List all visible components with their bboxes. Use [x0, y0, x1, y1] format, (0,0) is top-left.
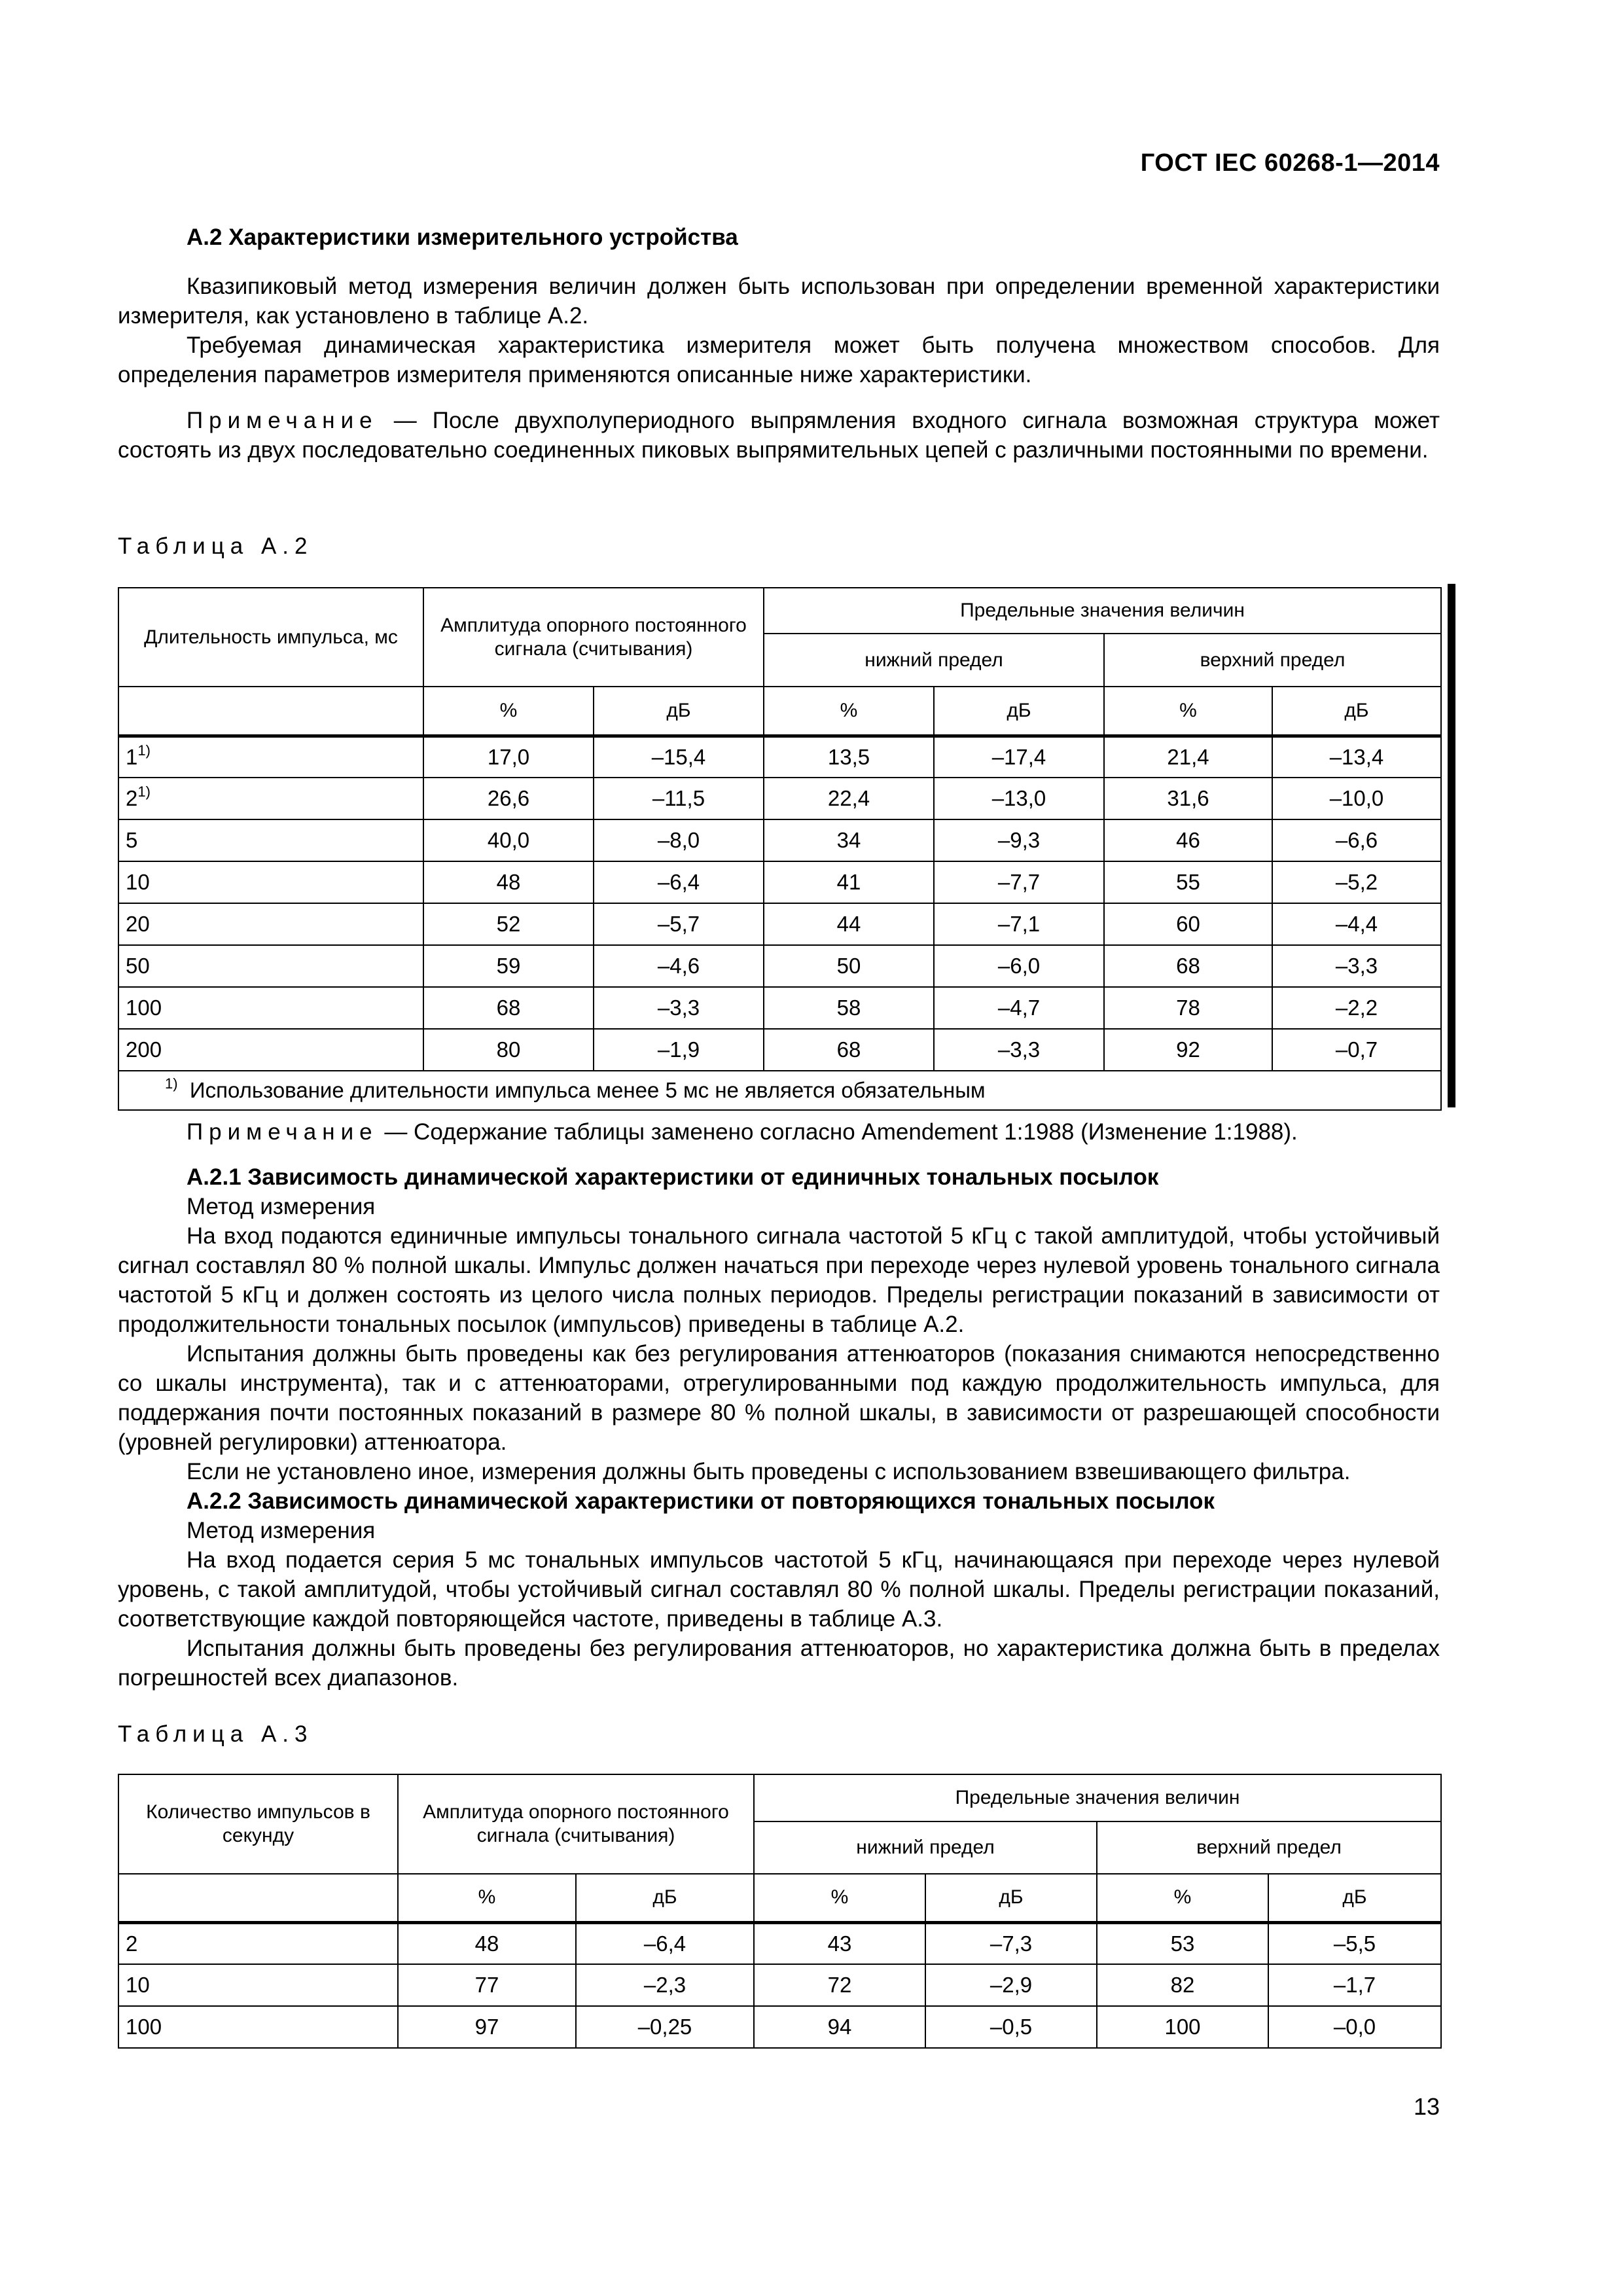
cell: –2,9: [925, 1964, 1097, 2006]
cell: 31,6: [1104, 778, 1272, 819]
paragraph: Квазипиковый метод измерения величин должен быть использован при определении временной характеристики измерителя, как установлено в таблице А.2.: [118, 274, 1440, 329]
cell: 100: [1097, 2006, 1268, 2048]
cell: 80: [423, 1029, 594, 1071]
cell-pulses: 2: [118, 1922, 398, 1964]
cell: 58: [764, 987, 934, 1029]
note-label: Примечание: [187, 1119, 378, 1145]
cell: 50: [764, 945, 934, 987]
section-a2-title: А.2 Характеристики измерительного устройства: [187, 224, 738, 250]
cell: 68: [1104, 945, 1272, 987]
method-label: Метод измерения: [187, 1194, 376, 1219]
paragraph: Если не установлено иное, измерения должны быть проведены с использованием взвешивающего фильтра.: [187, 1459, 1351, 1484]
cell: –3,3: [594, 987, 764, 1029]
cell: 21,4: [1104, 736, 1272, 778]
paragraph: Требуемая динамическая характеристика измерителя может быть получена множеством способов. Для определения параметров измерителя применяются описанные ниже характеристики.: [118, 332, 1440, 387]
column-header-duration: Длительность импульса, мс: [118, 588, 423, 687]
cell: 55: [1104, 861, 1272, 903]
table-row: [118, 819, 1441, 861]
table-row: [118, 1964, 1441, 2006]
cell-pulses: 100: [118, 2006, 398, 2048]
unit-db: дБ: [1272, 687, 1441, 736]
table-row: [118, 987, 1441, 1029]
table-row: [118, 1029, 1441, 1071]
cell: –8,0: [594, 819, 764, 861]
unit-percent: %: [398, 1874, 576, 1922]
cell: –5,7: [594, 903, 764, 945]
cell: 48: [423, 861, 594, 903]
cell: 44: [764, 903, 934, 945]
table-row: [118, 736, 1441, 778]
note-text: — После двухполупериодного выпрямления входного сигнала возможная структура может состоять из двух последовательно соединенных пиковых выпрямительных цепей с различными постоянными по времени.: [118, 408, 1440, 463]
note-a2: [118, 406, 1440, 465]
note-table-a2: [118, 1117, 1440, 1147]
cell-pulses: 10: [118, 1964, 398, 2006]
cell: –4,4: [1272, 903, 1441, 945]
cell: 26,6: [423, 778, 594, 819]
column-header-upper-limit: верхний предел: [1104, 634, 1441, 687]
unit-percent: %: [764, 687, 934, 736]
paragraph: Испытания должны быть проведены как без регулирования аттенюаторов (показания снимаются непосредственно со шкалы инструмента), так и с аттенюаторами, отрегулированными под каждую продолжительность импульса, для поддержания почти постоянных показаний в размере 80 % полной шкалы, в зависимости от разрешающей способности (уровней регулировки) аттенюатора.: [118, 1341, 1440, 1455]
cell: 40,0: [423, 819, 594, 861]
cell: 48: [398, 1922, 576, 1964]
cell-duration: 50: [118, 945, 423, 987]
table-a2: [118, 587, 1442, 1111]
unit-percent: %: [423, 687, 594, 736]
cell: –0,5: [925, 2006, 1097, 2048]
cell: –10,0: [1272, 778, 1441, 819]
column-header-limits: Предельные значения величин: [754, 1774, 1441, 1821]
table-a3: [118, 1774, 1442, 2049]
cell-duration: 100: [118, 987, 423, 1029]
unit-db: дБ: [934, 687, 1104, 736]
cell: 72: [754, 1964, 925, 2006]
cell: 41: [764, 861, 934, 903]
cell-duration: 1$^{1)}$: [118, 736, 423, 778]
cell: –7,7: [934, 861, 1104, 903]
section-a22-title: А.2.2 Зависимость динамической характеристики от повторяющихся тональных посылок: [187, 1488, 1215, 1514]
section-a2-body: [118, 272, 1440, 389]
note-text: — Содержание таблицы заменено согласно Amendement 1:1988 (Изменение 1:1988).: [378, 1119, 1298, 1145]
cell: –1,9: [594, 1029, 764, 1071]
unit-percent: %: [1104, 687, 1272, 736]
cell: 68: [764, 1029, 934, 1071]
cell: –6,4: [594, 861, 764, 903]
cell: –6,4: [576, 1922, 754, 1964]
empty-header-cell: [118, 687, 423, 736]
section-a2: [118, 223, 1440, 252]
table-footnote: [118, 1071, 1441, 1110]
cell: 52: [423, 903, 594, 945]
cell: 46: [1104, 819, 1272, 861]
cell: 34: [764, 819, 934, 861]
cell: –7,3: [925, 1922, 1097, 1964]
cell: 59: [423, 945, 594, 987]
cell: –3,3: [1272, 945, 1441, 987]
cell: 92: [1104, 1029, 1272, 1071]
paragraph: Испытания должны быть проведены без регулирования аттенюаторов, но характеристика должна быть в пределах погрешностей всех диапазонов.: [118, 1636, 1440, 1691]
cell: –9,3: [934, 819, 1104, 861]
column-header-limits: Предельные значения величин: [764, 588, 1441, 634]
cell: 82: [1097, 1964, 1268, 2006]
cell: 68: [423, 987, 594, 1029]
cell: –2,2: [1272, 987, 1441, 1029]
cell: –6,0: [934, 945, 1104, 987]
cell: –4,6: [594, 945, 764, 987]
cell-duration: 5: [118, 819, 423, 861]
column-header-reference-amplitude: Амплитуда опорного постоянного сигнала (считывания): [398, 1774, 754, 1874]
column-header-upper-limit: верхний предел: [1097, 1821, 1441, 1874]
unit-db: дБ: [576, 1874, 754, 1922]
column-header-lower-limit: нижний предел: [764, 634, 1104, 687]
document-number-header: ГОСТ IEC 60268-1—2014: [1140, 149, 1440, 177]
cell: –3,3: [934, 1029, 1104, 1071]
cell: 60: [1104, 903, 1272, 945]
cell: 77: [398, 1964, 576, 2006]
note-label: Примечание: [187, 408, 378, 433]
section-a21-title: А.2.1 Зависимость динамической характеристики от единичных тональных посылок: [187, 1164, 1159, 1190]
cell: 53: [1097, 1922, 1268, 1964]
table-a3-caption: Таблица А.3: [118, 1721, 313, 1747]
cell: 22,4: [764, 778, 934, 819]
cell: 43: [754, 1922, 925, 1964]
cell: –7,1: [934, 903, 1104, 945]
cell: –0,25: [576, 2006, 754, 2048]
cell: –0,0: [1268, 2006, 1441, 2048]
cell: 13,5: [764, 736, 934, 778]
cell: –4,7: [934, 987, 1104, 1029]
footnote-text: Использование длительности импульса менее 5 мс не является обязательным: [189, 1078, 986, 1102]
cell-duration: 10: [118, 861, 423, 903]
column-header-lower-limit: нижний предел: [754, 1821, 1097, 1874]
cell-duration: 20: [118, 903, 423, 945]
cell: –13,0: [934, 778, 1104, 819]
cell: –17,4: [934, 736, 1104, 778]
cell: 17,0: [423, 736, 594, 778]
cell: –0,7: [1272, 1029, 1441, 1071]
cell: 78: [1104, 987, 1272, 1029]
cell: –5,2: [1272, 861, 1441, 903]
cell-duration: 2$^{1)}$: [118, 778, 423, 819]
column-header-pulses-per-second: Количество импульсов в секунду: [118, 1774, 398, 1874]
table-row: [118, 861, 1441, 903]
table-row: [118, 903, 1441, 945]
table-a2-caption: Таблица А.2: [118, 533, 313, 559]
empty-header-cell: [118, 1874, 398, 1922]
cell: 97: [398, 2006, 576, 2048]
column-header-reference-amplitude: Амплитуда опорного постоянного сигнала (считывания): [423, 588, 764, 687]
footnote-mark: 1): [165, 1075, 178, 1092]
unit-db: дБ: [594, 687, 764, 736]
unit-db: дБ: [925, 1874, 1097, 1922]
table-row: [118, 778, 1441, 819]
table-row: [118, 945, 1441, 987]
paragraph: На вход подаются единичные импульсы тонального сигнала частотой 5 кГц с такой амплитудой, чтобы устойчивый сигнал составлял 80 % полной шкалы. Импульс должен начаться при переходе через нулевой уровень тонального сигнала частотой 5 кГц и должен состоять из целого числа полных периодов. Пределы регистрации показаний в зависимости от продолжительности тональных посылок (импульсов) приведены в таблице А.2.: [118, 1223, 1440, 1337]
revision-bar: [1448, 584, 1455, 1107]
method-label: Метод измерения: [187, 1518, 376, 1543]
paragraph: На вход подается серия 5 мс тональных импульсов частотой 5 кГц, начинающаяся при переходе через нулевой уровень, с такой амплитудой, чтобы устойчивый сигнал составлял 80 % полной шкалы. Пределы регистрации показаний, соответствующие каждой повторяющейся частоте, приведены в таблице А.3.: [118, 1547, 1440, 1632]
cell: –5,5: [1268, 1922, 1441, 1964]
cell: –1,7: [1268, 1964, 1441, 2006]
cell: –11,5: [594, 778, 764, 819]
cell: 94: [754, 2006, 925, 2048]
unit-percent: %: [1097, 1874, 1268, 1922]
cell: –15,4: [594, 736, 764, 778]
table-row: [118, 2006, 1441, 2048]
table-row: [118, 1922, 1441, 1964]
cell: –6,6: [1272, 819, 1441, 861]
cell: –13,4: [1272, 736, 1441, 778]
unit-percent: %: [754, 1874, 925, 1922]
cell-duration: 200: [118, 1029, 423, 1071]
page-number: 13: [1413, 2093, 1440, 2120]
unit-db: дБ: [1268, 1874, 1441, 1922]
section-a21: [118, 1162, 1440, 1693]
table-footnote-row: [118, 1071, 1441, 1110]
cell: –2,3: [576, 1964, 754, 2006]
